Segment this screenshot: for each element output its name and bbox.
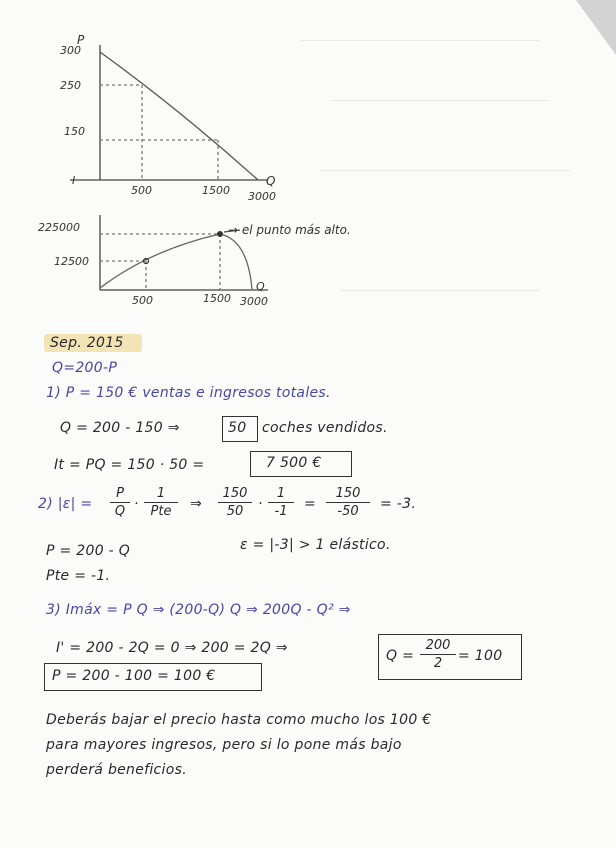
q3-q-fraction	[420, 638, 456, 671]
q2-fraction-150-50	[218, 486, 252, 519]
frac-num: P	[116, 486, 124, 501]
exam-date: Sep. 2015	[50, 335, 124, 351]
q2-fraction-1-neg1	[268, 486, 294, 519]
demand-x-label: Q	[266, 174, 276, 188]
y-tick-i: I	[72, 174, 76, 187]
demand-curve	[100, 52, 258, 180]
revenue-curve	[100, 234, 252, 290]
q2-price-equation: P = 200 - Q	[46, 543, 131, 559]
x-tick-1500: 1500	[202, 184, 230, 197]
q2-fraction-150-neg50	[326, 486, 370, 519]
conclusion-line-3: perderá beneficios.	[46, 762, 187, 778]
q2-elasticity-result: = -3.	[380, 496, 417, 512]
q1-quantity-unit: coches vendidos.	[262, 420, 388, 436]
q3-q-result: = 100	[458, 648, 503, 664]
x-tick-500: 500	[131, 184, 152, 197]
q1-revenue-calc: It = PQ = 150 · 50 =	[54, 457, 205, 473]
frac-den: 2	[433, 656, 443, 671]
frac-num: 150	[222, 486, 248, 501]
y-tick-250: 250	[60, 79, 81, 92]
demand-function: Q=200-P	[52, 360, 118, 376]
q3-derivative: I' = 200 - 2Q = 0 ⇒ 200 = 2Q ⇒	[56, 640, 288, 656]
revenue-max-point	[217, 231, 223, 237]
demand-graph	[0, 0, 616, 320]
frac-den: Pte	[150, 504, 172, 519]
q2-classification: ε = |-3| > 1 elástico.	[240, 537, 391, 553]
q2-fraction-p-q	[110, 486, 130, 519]
question-1-statement: 1) P = 150 € ventas e ingresos totales.	[46, 385, 331, 401]
frac-den: -1	[274, 504, 288, 519]
q3-max-revenue: 3) Imáx = P Q ⇒ (200-Q) Q ⇒ 200Q - Q² ⇒	[46, 602, 351, 618]
q1-revenue-result: 7 500 €	[266, 455, 322, 471]
revenue-x-tick-1500: 1500	[203, 292, 231, 305]
revenue-x-tick-500: 500	[132, 294, 153, 307]
q2-fraction-1-pte	[144, 486, 178, 519]
y-tick-150: 150	[64, 125, 85, 138]
frac-den: -50	[337, 504, 359, 519]
max-point-annotation: → el punto más alto.	[228, 223, 351, 237]
frac-den: Q	[114, 504, 126, 519]
revenue-x-label: Q	[256, 280, 265, 293]
frac-num: 150	[335, 486, 361, 501]
q3-p-result: P = 200 - 100 = 100 €	[52, 668, 216, 684]
demand-y-label: P	[77, 33, 85, 47]
implies-arrow: ⇒	[190, 496, 203, 512]
frac-den: 50	[226, 504, 244, 519]
conclusion-line-1: Deberás bajar el precio hasta como mucho los 100 €	[46, 712, 432, 728]
x-tick-3000: 3000	[248, 190, 276, 203]
q1-quantity-calc: Q = 200 - 150 ⇒	[60, 420, 180, 436]
q2-elasticity-label: 2) |ε| =	[38, 496, 93, 512]
multiply-dot: ·	[134, 496, 139, 512]
revenue-y-tick-12500: 12500	[54, 255, 89, 268]
y-tick-300: 300	[60, 44, 81, 57]
frac-num: 1	[156, 486, 166, 501]
equals-sign: =	[304, 496, 317, 512]
multiply-dot: ·	[258, 496, 263, 512]
conclusion-line-2: para mayores ingresos, pero si lo pone más bajo	[46, 737, 402, 753]
frac-num: 200	[425, 638, 451, 653]
q1-quantity-result: 50	[228, 420, 247, 436]
frac-num: 1	[276, 486, 286, 501]
q3-q-lhs: Q =	[386, 648, 415, 664]
revenue-y-tick-225000: 225000	[38, 221, 80, 234]
q2-slope-equation: Pte = -1.	[46, 568, 111, 584]
revenue-x-tick-3000: 3000	[240, 295, 268, 308]
